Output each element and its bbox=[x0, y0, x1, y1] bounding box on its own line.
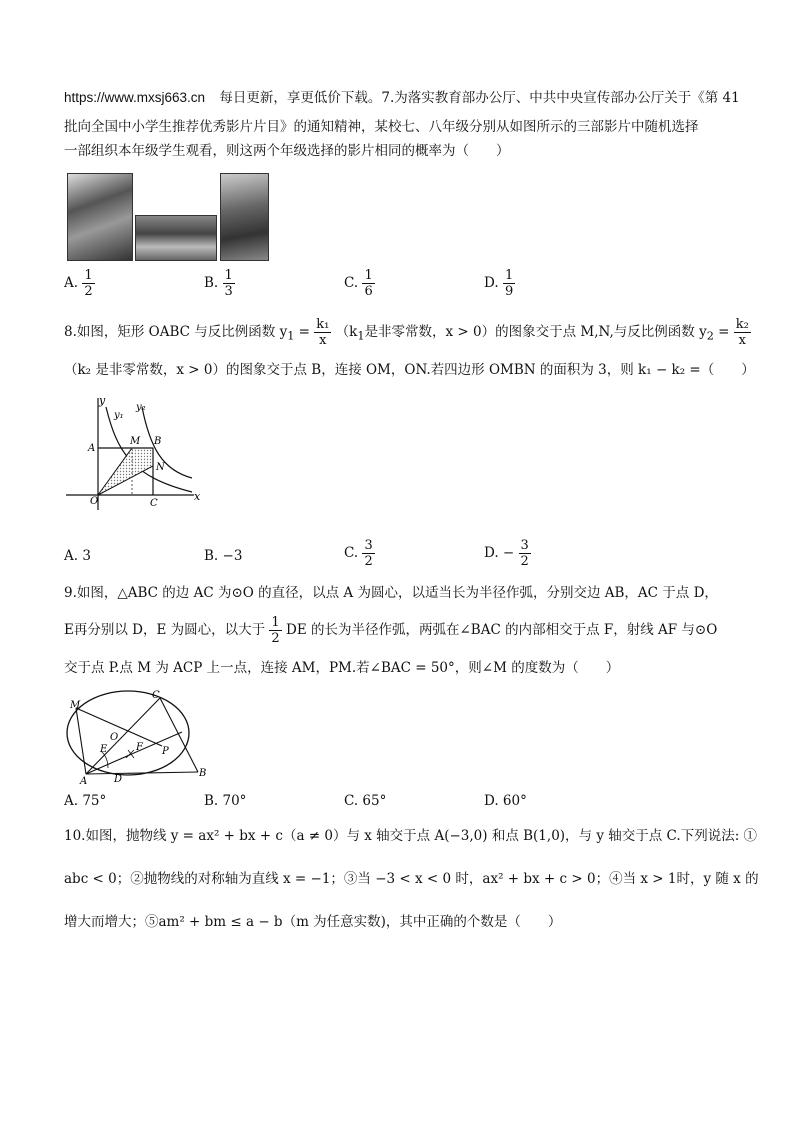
source-url[interactable]: https://www.mxsj663.cn bbox=[64, 90, 206, 105]
q9-figure bbox=[62, 688, 212, 788]
q9-option-a[interactable]: A. 75° bbox=[64, 793, 107, 809]
segment-ac bbox=[86, 698, 160, 774]
q7-option-a[interactable]: A. $\frac{1}{2}$ bbox=[64, 268, 93, 299]
label-c: C bbox=[150, 498, 158, 509]
q9-line-3: 交于点 P.点 M 为 ACP 上一点，连接 AM，PM.若∠BAC = 50°，则∠M 的度数为（ ） bbox=[64, 660, 620, 676]
q8-line-1: 8.如图，矩形 OABC 与反比例函数 $y_1$ = $\frac{\text{k₁}}{x}$ （$k_1$是非零常数，x > 0）的图象交于点 M,N,与反比例函数 $y_2$ = $\frac{\text{k₂}}{x}$ bbox=[64, 317, 749, 348]
q9-line-1: 9.如图，△ABC 的边 AC 为⊙O 的直径，以点 A 为圆心，以适当长为半径作弧，分别交边 AB，AC 于点 D， bbox=[64, 585, 718, 601]
label-a: A bbox=[80, 776, 88, 787]
movie-poster-image-1 bbox=[67, 173, 133, 261]
label-o: O bbox=[110, 732, 119, 743]
label-m: M bbox=[70, 700, 81, 711]
label-p: P bbox=[162, 746, 169, 757]
label-y2: y₂ bbox=[136, 402, 146, 413]
q9-option-d[interactable]: D. 60° bbox=[484, 793, 527, 809]
circle-o bbox=[67, 691, 189, 775]
label-x: x bbox=[194, 490, 201, 503]
label-f: F bbox=[136, 742, 143, 753]
q7-options bbox=[64, 268, 524, 308]
label-m: M bbox=[130, 436, 141, 447]
q10-line-1: 10.如图，抛物线 y = ax² + bx + c（a ≠ 0）与 x 轴交于点 A(−3,0) 和点 B(1,0)，与 y 轴交于点 C.下列说法: ① bbox=[64, 828, 758, 844]
q8-option-b[interactable]: B. −3 bbox=[204, 548, 243, 564]
label-b: B bbox=[154, 436, 162, 447]
q7-option-b[interactable]: B. $\frac{1}{3}$ bbox=[204, 268, 233, 299]
movie-poster-image-2 bbox=[135, 215, 217, 261]
q7-line-2: 批向全国中小学生推荐优秀影片片目》的通知精神，某校七、八年级分别从如图所示的三部影片中随机选择 bbox=[64, 119, 699, 135]
label-n: N bbox=[156, 462, 165, 473]
q8-figure bbox=[62, 392, 212, 517]
q7-option-c[interactable]: C. $\frac{1}{6}$ bbox=[344, 268, 373, 299]
q7-text-1: 每日更新，享更低价下载。7.为落实教育部办公厅、中共中央宣传部办公厅关于《第 41 bbox=[219, 90, 740, 106]
segment-am bbox=[76, 708, 86, 774]
label-d: D bbox=[114, 774, 123, 785]
movie-poster-image-3 bbox=[220, 173, 269, 261]
label-e: E bbox=[100, 744, 108, 755]
q9-line-2: E再分别以 D，E 为圆心，以大于 $\frac{1}{2}$ DE 的长为半径作弧，两弧在∠BAC 的内部相交于点 F，射线 AF 与⊙O bbox=[64, 615, 718, 646]
label-y: y bbox=[99, 394, 106, 407]
q9-options bbox=[64, 793, 527, 813]
q8-line-2: （k₂ 是非零常数，x > 0）的图象交于点 B，连接 OM，ON.若四边形 OMBN 的面积为 3，则 k₁ − k₂ =（ ） bbox=[64, 362, 755, 378]
label-c: C bbox=[152, 690, 160, 701]
q8-option-c[interactable]: C. $\frac{3}{2}$ bbox=[344, 538, 373, 569]
label-a: A bbox=[88, 443, 96, 454]
q8-option-a[interactable]: A. 3 bbox=[64, 548, 91, 564]
q7-line-1 bbox=[64, 88, 740, 108]
q8-option-d[interactable]: D. − $\frac{3}{2}$ bbox=[484, 538, 529, 569]
q7-line-3: 一部组织本年级学生观看，则这两个年级选择的影片相同的概率为（ ） bbox=[64, 143, 510, 159]
q10-line-2: abc < 0；②抛物线的对称轴为直线 x = −1；③当 −3 < x < 0 时，ax² + bx + c > 0；④当 x > 1时，y 随 x 的 bbox=[64, 871, 759, 887]
q10-line-3: 增大而增大；⑤am² + bm ≤ a − b（m 为任意实数)，其中正确的个数是（ ） bbox=[64, 914, 562, 930]
label-y1: y₁ bbox=[114, 410, 124, 421]
label-b: B bbox=[199, 768, 207, 779]
q7-option-d[interactable]: D. $\frac{1}{9}$ bbox=[484, 268, 514, 299]
q9-option-b[interactable]: B. 70° bbox=[204, 793, 247, 809]
label-o: O bbox=[90, 496, 99, 507]
q9-option-c[interactable]: C. 65° bbox=[344, 793, 387, 809]
q8-options bbox=[64, 538, 529, 578]
